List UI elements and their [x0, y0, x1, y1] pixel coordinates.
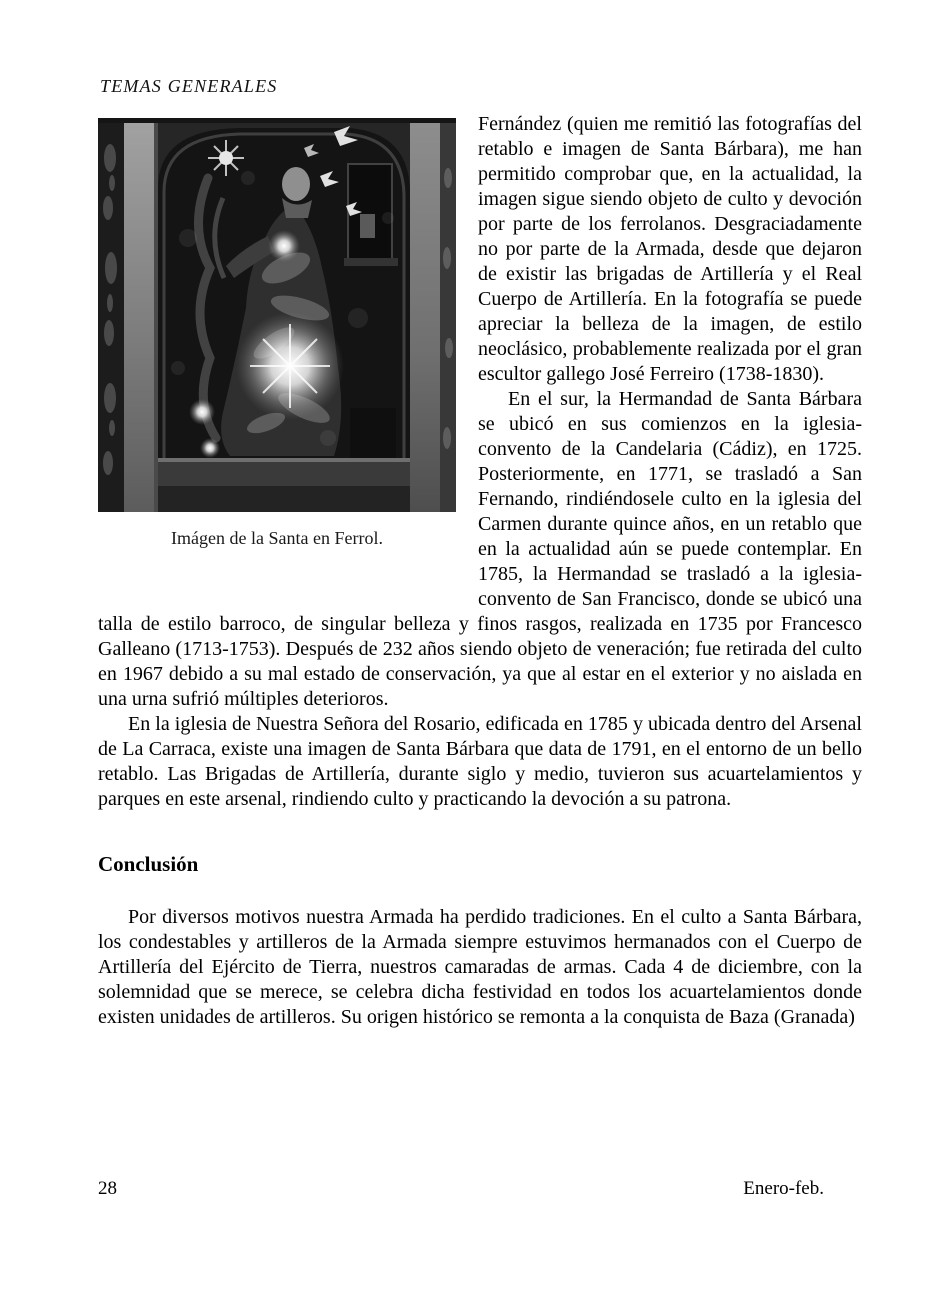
paragraph: En el sur, la Hermandad de Santa Bárbara se ubicó en sus comienzos en la iglesia-convento de la Candelaria (Cádiz), en 1725. Posteriormente, en 1771, se trasladó a San Fernando, rindiéndosele culto en la iglesia del Carmen durante quince años, en un retablo que en la actualidad aún se puede contemplar. En 1785, la Hermandad se trasladó a la iglesia-convento de San Francisco, donde se ubicó una talla de estilo barroco, de singular belleza y finos rasgos, realizada en 1735 por Francesco Galleano (1713-1753). Después de 232 años siendo objeto de veneración; fue retirada del culto en 1967 debido a su mal estado de conservación, ya que al estar en el exterior y no aislada en una urna sufrió múltiples deterioros.	[98, 388, 862, 710]
figure-caption: Imágen de la Santa en Ferrol.	[171, 528, 383, 548]
statue-photo	[98, 118, 456, 512]
paragraph: En la iglesia de Nuestra Señora del Rosario, edificada en 1785 y ubicada dentro del Arsenal de La Carraca, existe una imagen de Santa Bárbara que data de 1791, en el entorno de un bello retablo. Las Brigadas de Artillería, durante siglo y medio, tuvieron sus acuartelamientos y parques en este arsenal, rindiendo culto y practicando la devoción a su patrona.	[98, 713, 862, 810]
statue-photo-art	[98, 118, 456, 512]
page-footer	[98, 1178, 862, 1200]
paragraph: Por diversos motivos nuestra Armada ha perdido tradiciones. En el culto a Santa Bárbara, los condestables y artilleros de la Armada siempre estuvimos hermanados con el Cuerpo de Artillería del Ejército de Tierra, nuestros camaradas de armas. Cada 4 de diciembre, con la solemnidad que se merece, se celebra dicha festividad en todos los acuartelamientos donde existen unidades de artilleros. Su origen histórico se remonta a la conquista de Baza (Granada)	[98, 906, 862, 1028]
issue-label: Enero-feb.	[743, 1178, 824, 1199]
running-header: TEMAS GENERALES	[100, 76, 278, 96]
article-body	[98, 112, 862, 1030]
figure-santa-ferrol	[98, 118, 456, 549]
section-heading: Conclusión	[98, 852, 199, 876]
paragraph: Fernández (quien me remitió las fotografías del retablo e imagen de Santa Bárbara), me han permitido comprobar que, en la actualidad, la imagen sigue siendo objeto de culto y devoción por parte de los ferrolanos. Desgraciadamente no por parte de la Armada, desde que dejaron de existir las brigadas de Artillería y el Real Cuerpo de Artillería. En la fotografía se puede apreciar la belleza de la imagen, de estilo neoclásico, probablemente realizada por el gran escultor gallego José Ferreiro (1738-1830).	[478, 113, 862, 385]
page-number: 28	[98, 1178, 117, 1199]
